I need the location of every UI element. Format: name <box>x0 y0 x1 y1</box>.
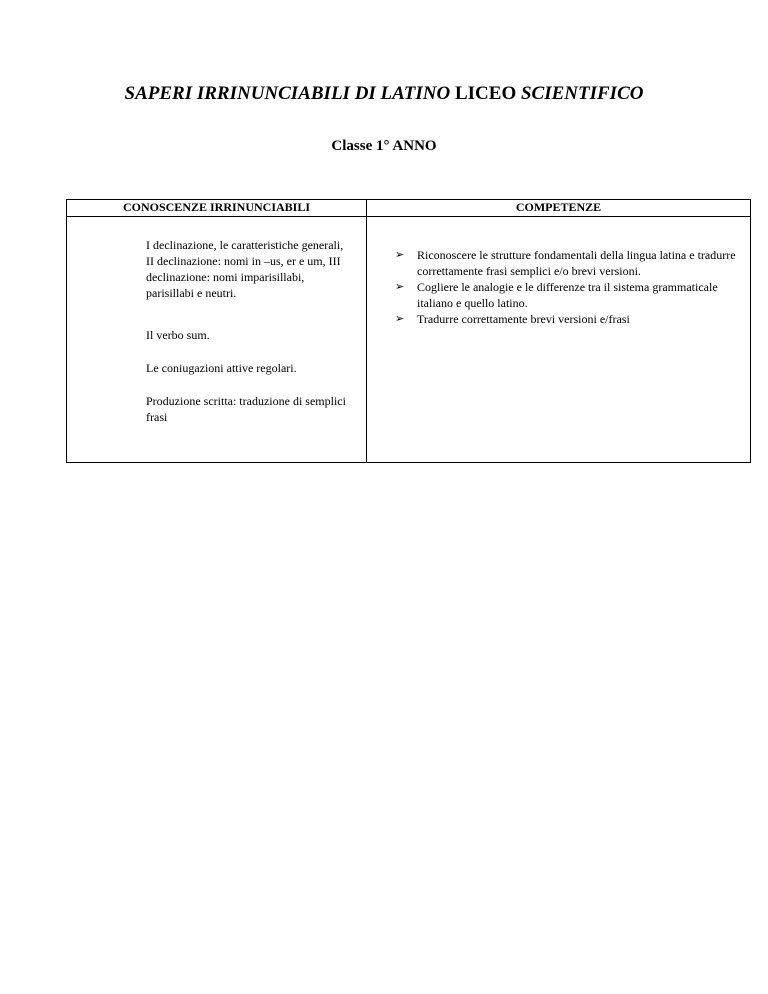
arrow-bullet-icon: ➢ <box>395 280 405 293</box>
conoscenze-list <box>67 217 366 425</box>
saperi-table <box>66 199 751 463</box>
conoscenza-item: Produzione scritta: traduzione di semplici frasi <box>146 394 346 424</box>
arrow-bullet-icon: ➢ <box>395 312 405 325</box>
competenza-item <box>367 311 750 327</box>
competenza-text: Tradurre correttamente brevi versioni e/frasi <box>417 312 630 326</box>
table-header-row <box>67 200 751 217</box>
table-body-row <box>67 217 751 463</box>
title-part-2: LICEO <box>454 83 517 104</box>
conoscenza-item: I declinazione, le caratteristiche generali, II declinazione: nomi in –us, er e um, III declinazione: nomi imparisillabi, parisillabi e neutri. <box>146 238 344 300</box>
competenza-item <box>367 279 750 311</box>
document-title <box>0 82 768 106</box>
conoscenze-cell <box>67 217 367 463</box>
competenza-text: Riconoscere le strutture fondamentali della lingua latina e tradurre correttamente frasi semplici e/o brevi versioni. <box>417 248 736 278</box>
conoscenza-item: Il verbo sum. <box>146 328 210 342</box>
class-label: Classe 1° ANNO <box>331 138 437 154</box>
competenze-cell <box>367 217 751 463</box>
title-part-1: SAPERI IRRINUNCIABILI DI LATINO <box>124 83 451 104</box>
competenza-text: Cogliere le analogie e le differenze tra il sistema grammaticale italiano e quello latino. <box>417 280 718 310</box>
competenza-item <box>367 247 750 279</box>
title-part-3: SCIENTIFICO <box>520 83 644 104</box>
header-competenze: COMPETENZE <box>367 200 751 217</box>
competenze-list <box>367 217 750 327</box>
conoscenza-item: Le coniugazioni attive regolari. <box>146 361 297 375</box>
arrow-bullet-icon: ➢ <box>395 248 405 261</box>
header-conoscenze: CONOSCENZE IRRINUNCIABILI <box>67 200 367 217</box>
